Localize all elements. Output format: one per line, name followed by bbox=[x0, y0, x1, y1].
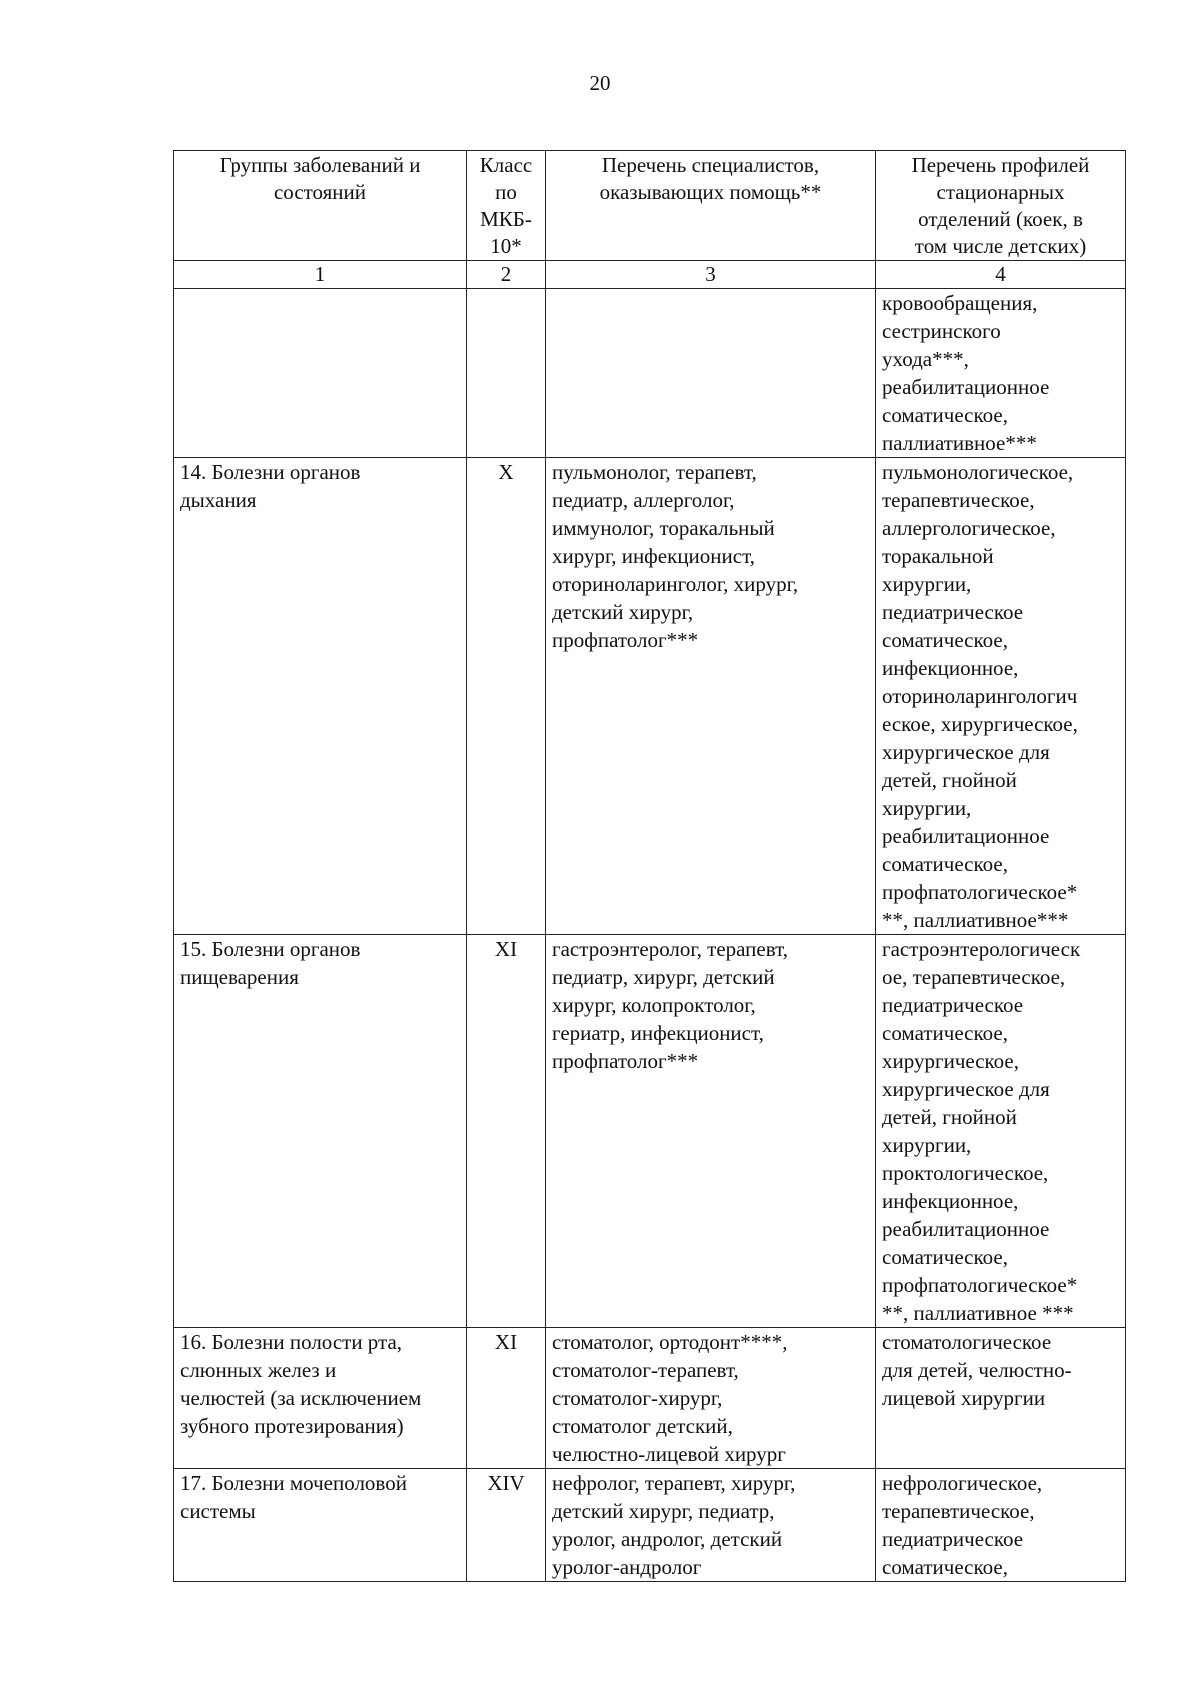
column-number: 2 bbox=[467, 261, 546, 289]
specialists-cell: гастроэнтеролог, терапевт, педиатр, хирург, детский хирург, колопроктолог, гериатр, инфекционист, профпатолог*** bbox=[546, 935, 876, 1328]
table-row bbox=[174, 458, 1126, 935]
ward-profiles-cell: стоматологическое для детей, челюстно- лицевой хирургии bbox=[876, 1328, 1126, 1469]
ward-profiles-cell: нефрологическое, терапевтическое, педиатрическое соматическое, bbox=[876, 1469, 1126, 1582]
header-icd-class: Класс по МКБ- 10* bbox=[467, 151, 546, 261]
disease-group-cell: 17. Болезни мочеполовой системы bbox=[174, 1469, 467, 1582]
table-row bbox=[174, 935, 1126, 1328]
specialists-cell: нефролог, терапевт, хирург, детский хирург, педиатр, уролог, андролог, детский уролог-андролог bbox=[546, 1469, 876, 1582]
ward-profiles-cell: пульмонологическое, терапевтическое, аллергологическое, торакальной хирургии, педиатрическое соматическое, инфекционное, оториноларингологич еское, хирургическое, хирургическое для детей, гнойной хирургии, реабилитационное соматическое, профпатологическое* **, паллиативное*** bbox=[876, 458, 1126, 935]
specialists-cell: пульмонолог, терапевт, педиатр, аллерголог, иммунолог, торакальный хирург, инфекционист, оториноларинголог, хирург, детский хирург, профпатолог*** bbox=[546, 458, 876, 935]
table-row bbox=[174, 289, 1126, 458]
column-number: 4 bbox=[876, 261, 1126, 289]
disease-group-cell: 16. Болезни полости рта, слюнных желез и челюстей (за исключением зубного протезирования) bbox=[174, 1328, 467, 1469]
column-number: 3 bbox=[546, 261, 876, 289]
table-row bbox=[174, 1469, 1126, 1582]
page-number: 20 bbox=[589, 71, 611, 95]
header-ward-profiles: Перечень профилей стационарных отделений (коек, в том числе детских) bbox=[876, 151, 1126, 261]
specialists-cell bbox=[546, 289, 876, 458]
header-specialists: Перечень специалистов, оказывающих помощь** bbox=[546, 151, 876, 261]
ward-profiles-cell: гастроэнтерологическ ое, терапевтическое, педиатрическое соматическое, хирургическое, хирургическое для детей, гнойной хирургии, проктологическое, инфекционное, реабилитационное соматическое, профпатологическое* **, паллиативное *** bbox=[876, 935, 1126, 1328]
icd-class-cell bbox=[467, 289, 546, 458]
diseases-table bbox=[173, 150, 1126, 1582]
table-row bbox=[174, 1328, 1126, 1469]
header-disease-groups: Группы заболеваний и состояний bbox=[174, 151, 467, 261]
ward-profiles-cell: кровообращения, сестринского ухода***, реабилитационное соматическое, паллиативное*** bbox=[876, 289, 1126, 458]
column-number: 1 bbox=[174, 261, 467, 289]
column-number-row bbox=[174, 261, 1126, 289]
icd-class-cell: X bbox=[467, 458, 546, 935]
icd-class-cell: XI bbox=[467, 1328, 546, 1469]
icd-class-cell: XIV bbox=[467, 1469, 546, 1582]
disease-group-cell bbox=[174, 289, 467, 458]
disease-group-cell: 15. Болезни органов пищеварения bbox=[174, 935, 467, 1328]
icd-class-cell: XI bbox=[467, 935, 546, 1328]
table-header-row bbox=[174, 151, 1126, 261]
specialists-cell: стоматолог, ортодонт****, стоматолог-терапевт, стоматолог-хирург, стоматолог детский, челюстно-лицевой хирург bbox=[546, 1328, 876, 1469]
disease-group-cell: 14. Болезни органов дыхания bbox=[174, 458, 467, 935]
